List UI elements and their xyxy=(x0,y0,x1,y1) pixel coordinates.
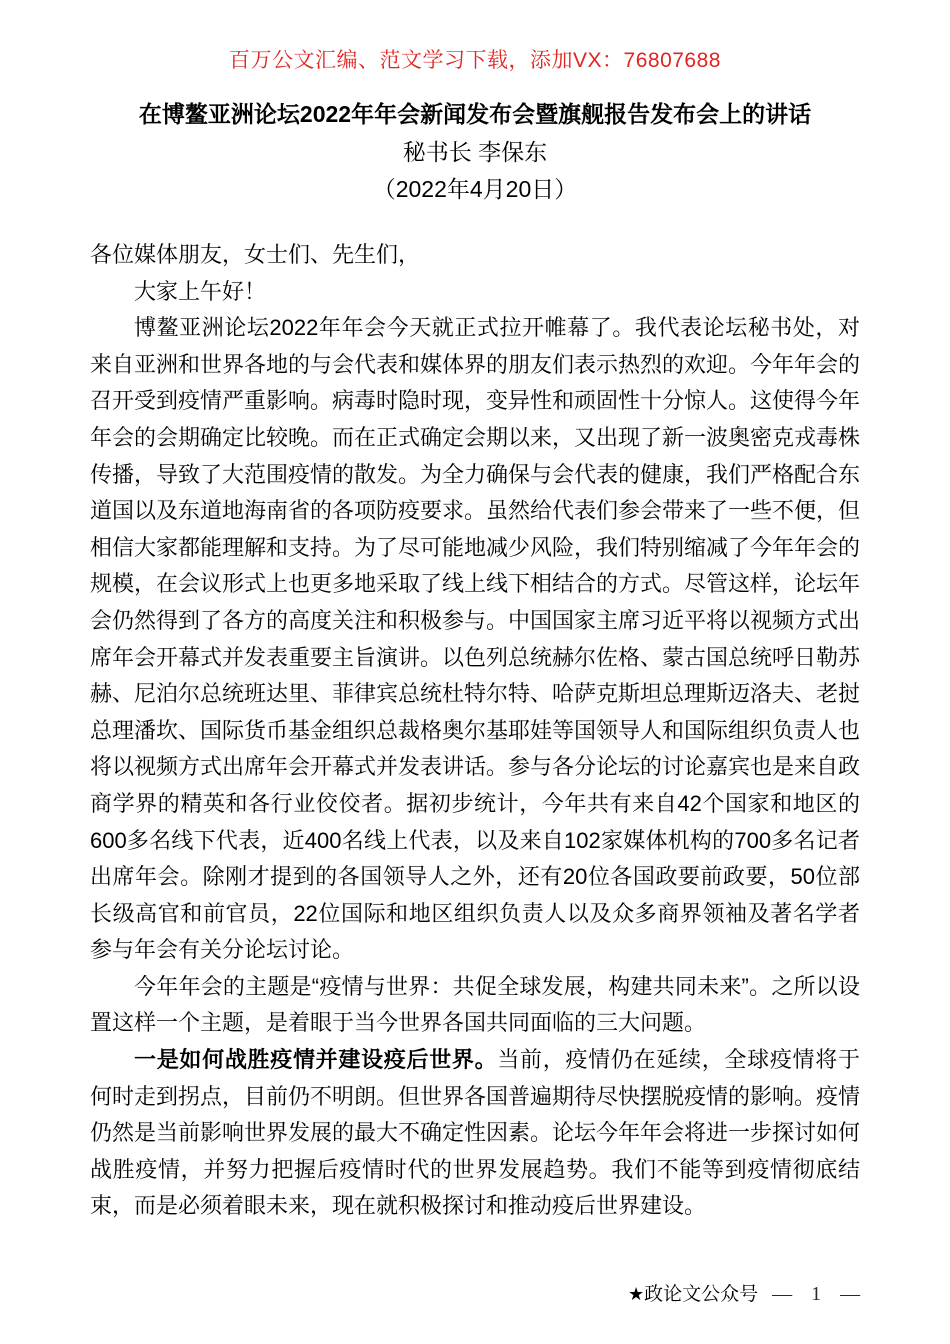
date-line: （2022年4月20日） xyxy=(372,176,578,202)
page-footer xyxy=(628,1279,860,1306)
paragraph-theme: 今年年会的主题是“疫情与世界：共促全球发展，构建共同未来”。之所以设置这样一个主题，是着眼于当今世界各国共同面临的三大问题。 xyxy=(90,973,860,1036)
star-icon: ★ xyxy=(628,1284,645,1304)
point-one-lead: 一是如何战胜疫情并建设疫后世界。 xyxy=(134,1047,498,1073)
page-number-indicator: — 1 — xyxy=(772,1283,861,1305)
speech-title: 在博鳌亚洲论坛2022年年会新闻发布会暨旗舰报告发布会上的讲话 xyxy=(138,101,812,127)
greeting-line: 大家上午好！ xyxy=(134,278,267,304)
speaker-line: 秘书长 李保东 xyxy=(402,139,548,165)
paragraph-point-one xyxy=(90,1042,860,1225)
footer-channel-name: 政论文公众号 xyxy=(644,1284,759,1305)
speech-body xyxy=(90,237,860,1225)
paragraph-opening: 博鳌亚洲论坛2022年年会今天就正式拉开帷幕了。我代表论坛秘书处，对来自亚洲和世界各地的与会代表和媒体界的朋友们表示热烈的欢迎。今年年会的召开受到疫情严重影响。病毒时隐时现，变异性和顽固性十分惊人。这使得今年年会的会期确定比较晚。而在正式确定会期以来，又出现了新一波奥密克戎毒株传播，导致了大范围疫情的散发。为全力确保与会代表的健康，我们严格配合东道国以及东道地海南省的各项防疫要求。虽然给代表们参会带来了一些不便，但相信大家都能理解和支持。为了尽可能地减少风险，我们特别缩减了今年年会的规模，在会议形式上也更多地采取了线上线下相结合的方式。尽管这样，论坛年会仍然得到了各方的高度关注和积极参与。中国国家主席习近平将以视频方式出席年会开幕式并发表重要主旨演讲。以色列总统赫尔佐格、蒙古国总统呼日勒苏赫、尼泊尔总统班达里、菲律宾总统杜特尔特、哈萨克斯坦总理斯迈洛夫、老挝总理潘坎、国际货币基金组织总裁格奥尔基耶娃等国领导人和国际组织负责人也将以视频方式出席年会开幕式并发表讲话。参与各分论坛的讨论嘉宾也是来自政商学界的精英和各行业佼佼者。据初步统计，今年共有来自42个国家和地区的600多名线下代表，近400名线上代表，以及来自102家媒体机构的700多名记者出席年会。除刚才提到的各国领导人之外，还有20位各国政要前政要，50位部长级高官和前官员，22位国际和地区组织负责人以及众多商界领袖及著名学者参与年会有关分论坛讨论。 xyxy=(90,315,861,963)
point-one-text: 当前，疫情仍在延续，全球疫情将于何时走到拐点，目前仍不明朗。但世界各国普遍期待尽快摆脱疫情的影响。疫情仍然是当前影响世界发展的最大不确定性因素。论坛今年年会将进一步探讨如何战胜疫情，并努力把握后疫情时代的世界发展趋势。我们不能等到疫情彻底结束，而是必须着眼未来，现在就积极探讨和推动疫后世界建设。 xyxy=(90,1047,861,1219)
salutation-line: 各位媒体朋友，女士们、先生们， xyxy=(90,242,421,267)
promo-banner: 百万公文汇编、范文学习下载，添加VX：76807688 xyxy=(229,49,721,72)
